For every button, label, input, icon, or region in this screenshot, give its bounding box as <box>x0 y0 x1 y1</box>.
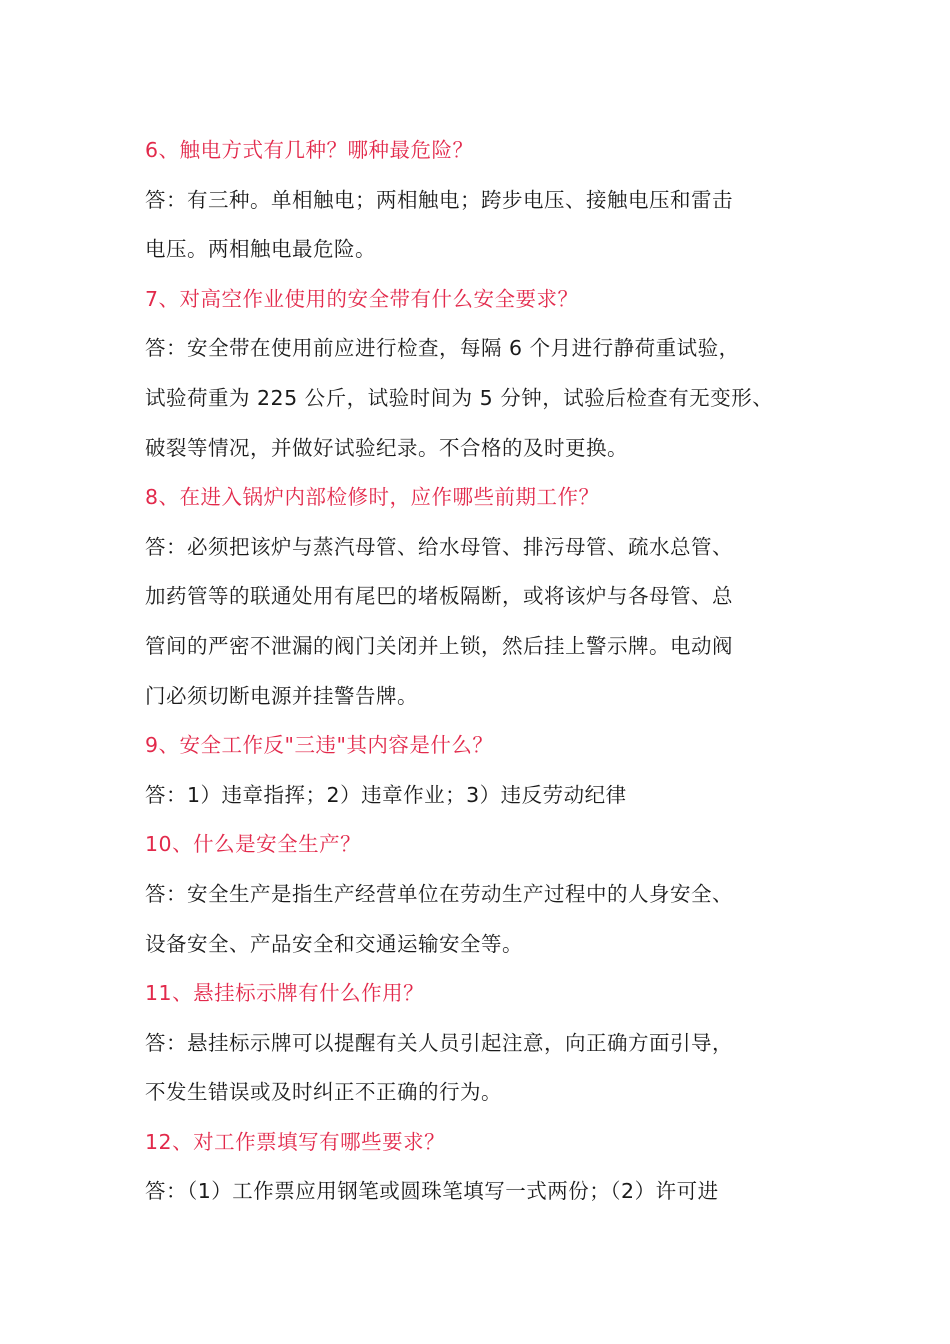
document-body <box>145 126 810 1217</box>
answer-7-line-3: 破裂等情况，并做好试验纪录。不合格的及时更换。 <box>145 435 628 460</box>
question-10: 10、什么是安全生产？ <box>145 832 362 857</box>
answer-8-line-1: 答：必须把该炉与蒸汽母管、给水母管、排污母管、疏水总管、 <box>145 534 733 559</box>
answer-12-line-1: 答：（1）工作票应用钢笔或圆珠笔填写一式两份；（2）许可进 <box>145 1179 719 1204</box>
answer-7-line-1: 答：安全带在使用前应进行检查，每隔 6 个月进行静荷重试验， <box>145 336 740 361</box>
answer-11-line-1: 答：悬挂标示牌可以提醒有关人员引起注意，向正确方面引导， <box>145 1030 733 1055</box>
question-7: 7、对高空作业使用的安全带有什么安全要求？ <box>145 286 579 311</box>
question-8: 8、在进入锅炉内部检修时，应作哪些前期工作？ <box>145 485 600 510</box>
answer-11-line-2: 不发生错误或及时纠正不正确的行为。 <box>145 1080 502 1105</box>
question-11: 11、悬挂标示牌有什么作用？ <box>145 981 425 1006</box>
question-12: 12、对工作票填写有哪些要求？ <box>145 1129 446 1154</box>
answer-8-line-4: 门必须切断电源并挂警告牌。 <box>145 683 418 708</box>
answer-8-line-2: 加药管等的联通处用有尾巴的堵板隔断，或将该炉与各母管、总 <box>145 584 733 609</box>
answer-6-line-1: 答：有三种。单相触电；两相触电；跨步电压、接触电压和雷击 <box>145 187 733 212</box>
answer-10-line-1: 答：安全生产是指生产经营单位在劳动生产过程中的人身安全、 <box>145 881 733 906</box>
question-6: 6、触电方式有几种？哪种最危险？ <box>145 138 474 162</box>
answer-9-line-1: 答：1）违章指挥；2）违章作业；3）违反劳动纪律 <box>145 782 627 807</box>
answer-10-line-2: 设备安全、产品安全和交通运输安全等。 <box>145 931 523 956</box>
answer-6-line-2: 电压。两相触电最危险。 <box>145 237 376 262</box>
answer-7-line-2: 试验荷重为 225 公斤，试验时间为 5 分钟，试验后检查有无变形、 <box>145 385 774 410</box>
question-9: 9、安全工作反"三违"其内容是什么？ <box>145 733 494 758</box>
answer-8-line-3: 管间的严密不泄漏的阀门关闭并上锁，然后挂上警示牌。电动阀 <box>145 633 733 658</box>
